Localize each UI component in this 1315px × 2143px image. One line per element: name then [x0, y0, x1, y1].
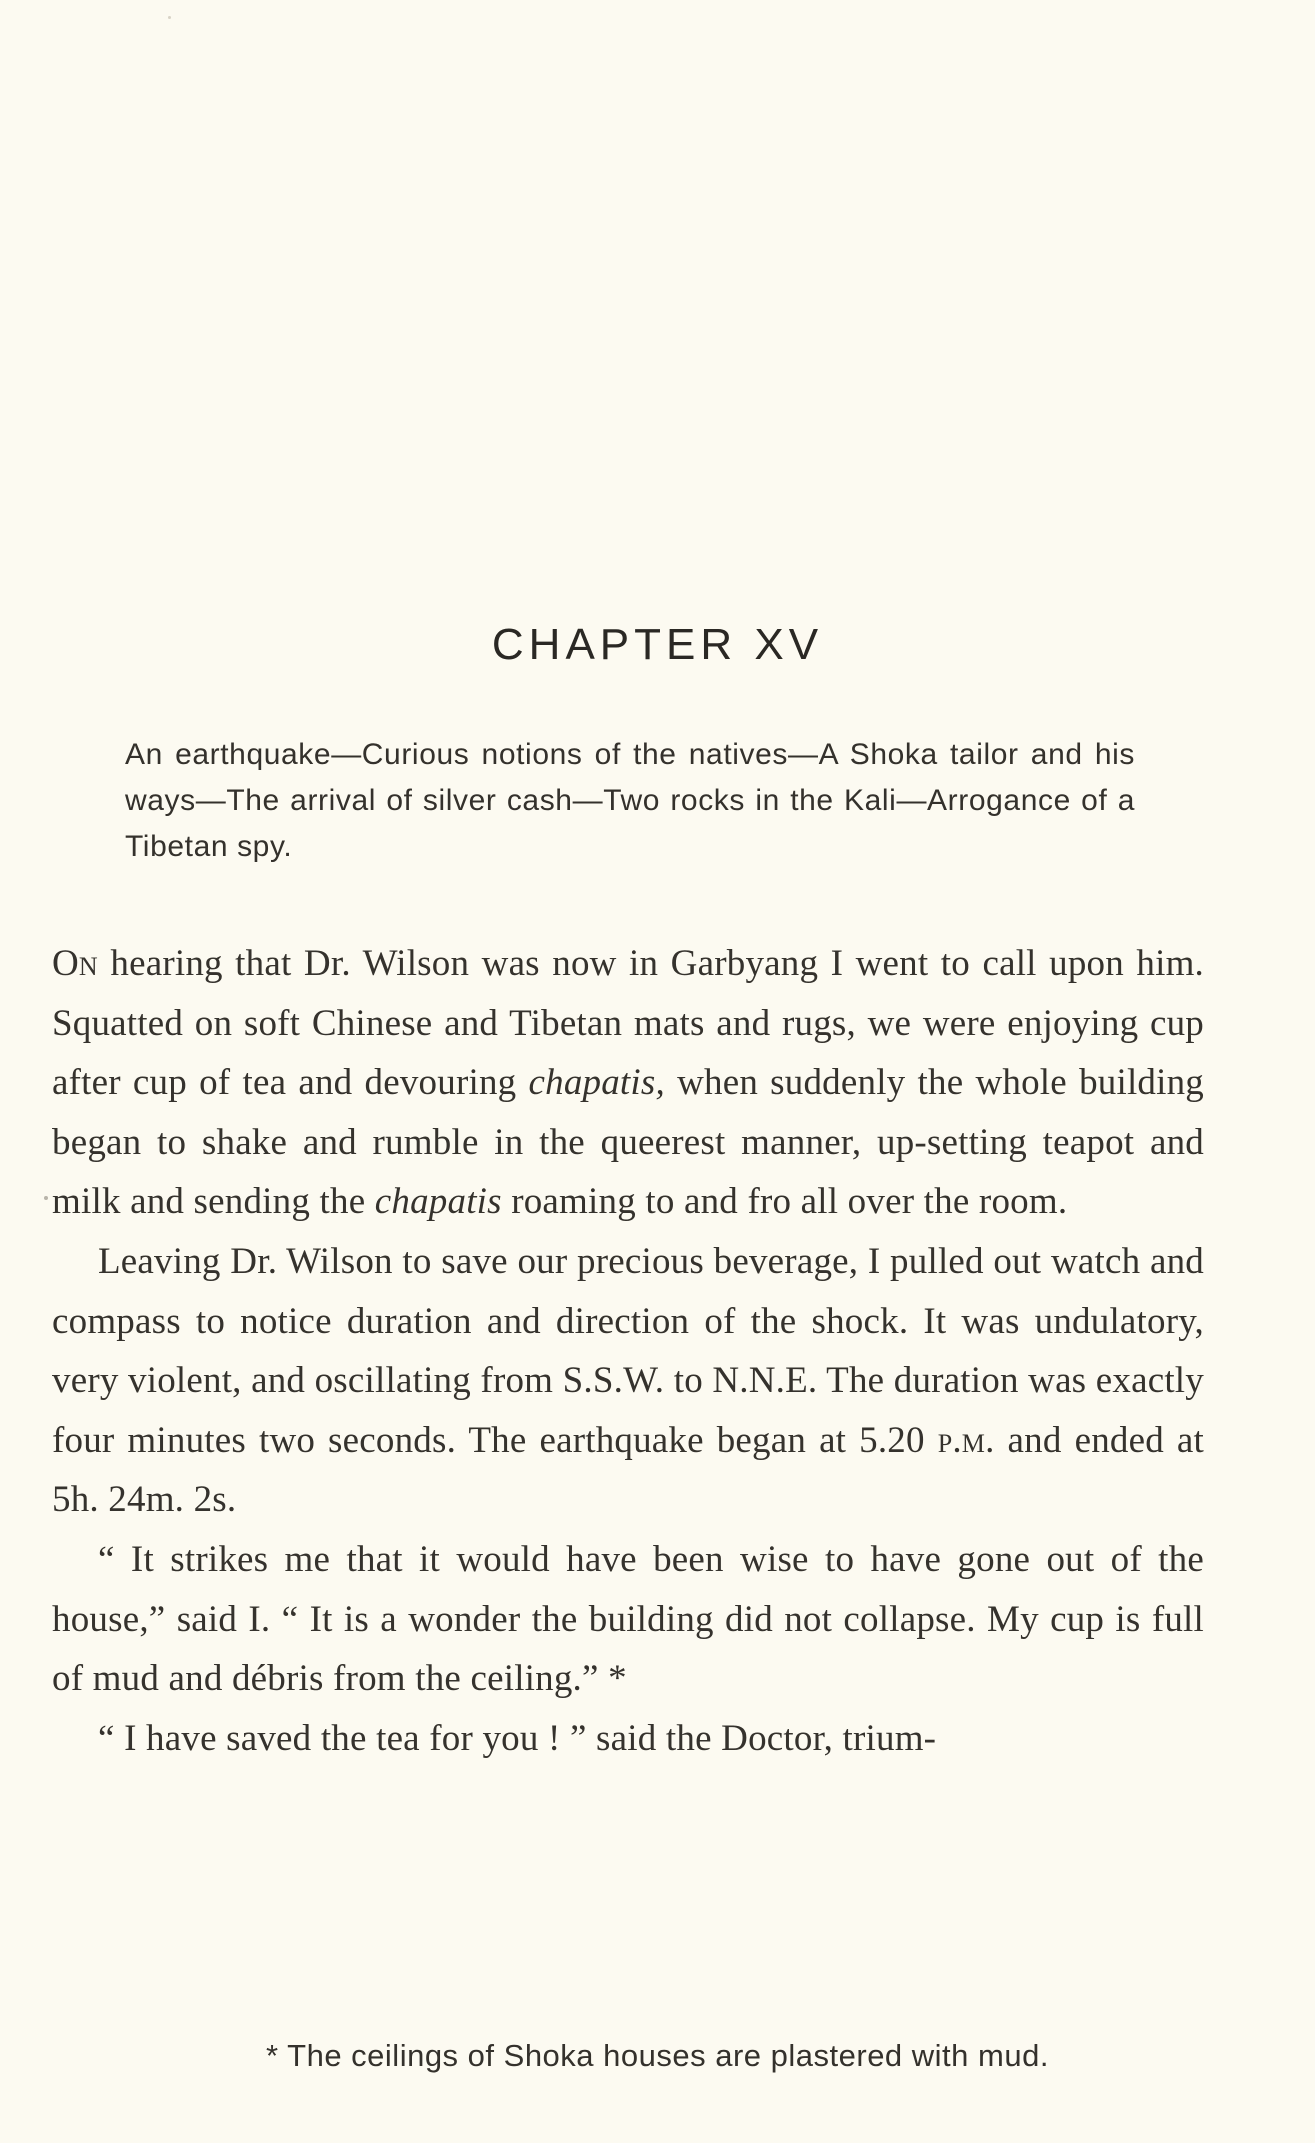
paragraph-2-pm: p.m. [937, 1419, 995, 1461]
paper-speck [168, 16, 171, 19]
paragraph-1 [52, 934, 1204, 1232]
paragraph-2 [52, 1232, 1204, 1530]
body-text [52, 934, 1204, 1768]
paragraph-1-part-3: roaming to and fro all over the room. [501, 1181, 1068, 1223]
paragraph-2-part-1: Leaving Dr. Wilson to save our precious beverage, I pulled out watch and compass to notice duration and direction of the shock. It was undulatory, very violent, and oscillating from S.S.W. to N.N.E. The duration was exactly four minutes two seconds. The earthquake began at 5.20 [52, 1240, 1204, 1461]
paragraph-1-part-2: when suddenly the whole building began to shake and rumble in the queerest manner, up-setting teapot and milk and sending the [52, 1062, 1205, 1223]
first-word: On [52, 943, 98, 984]
paragraph-3: “ It strikes me that it would have been wise to have gone out of the house,” said I. “ It is a wonder the building did not collapse. My cup is full of mud and débris from the ceiling.” * [52, 1538, 1204, 1700]
paragraph-1-italic-2: chapatis [374, 1181, 502, 1223]
paragraph-2-part-2: and ended at 5h. 24m. 2s. [52, 1419, 1204, 1521]
paragraph-4: “ I have saved the tea for you ! ” said the Doctor, trium- [98, 1717, 937, 1759]
paragraph-1-italic-1: chapatis, [528, 1062, 665, 1104]
footnote: * The ceilings of Shoka houses are plastered with mud. [266, 2038, 1049, 2073]
chapter-synopsis: An earthquake—Curious notions of the natives—A Shoka tailor and his ways—The arrival of silver cash—Two rocks in the Kali—Arrogance of a Tibetan spy. [125, 738, 1135, 863]
paragraph-1-part-1: hearing that Dr. Wilson was now in Garbyang I went to call upon him. Squatted on soft Chinese and Tibetan mats and rugs, we were enjoying cup after cup of tea and devouring [52, 943, 1204, 1104]
margin-mark [44, 1196, 48, 1200]
chapter-title: CHAPTER XV [491, 620, 824, 669]
